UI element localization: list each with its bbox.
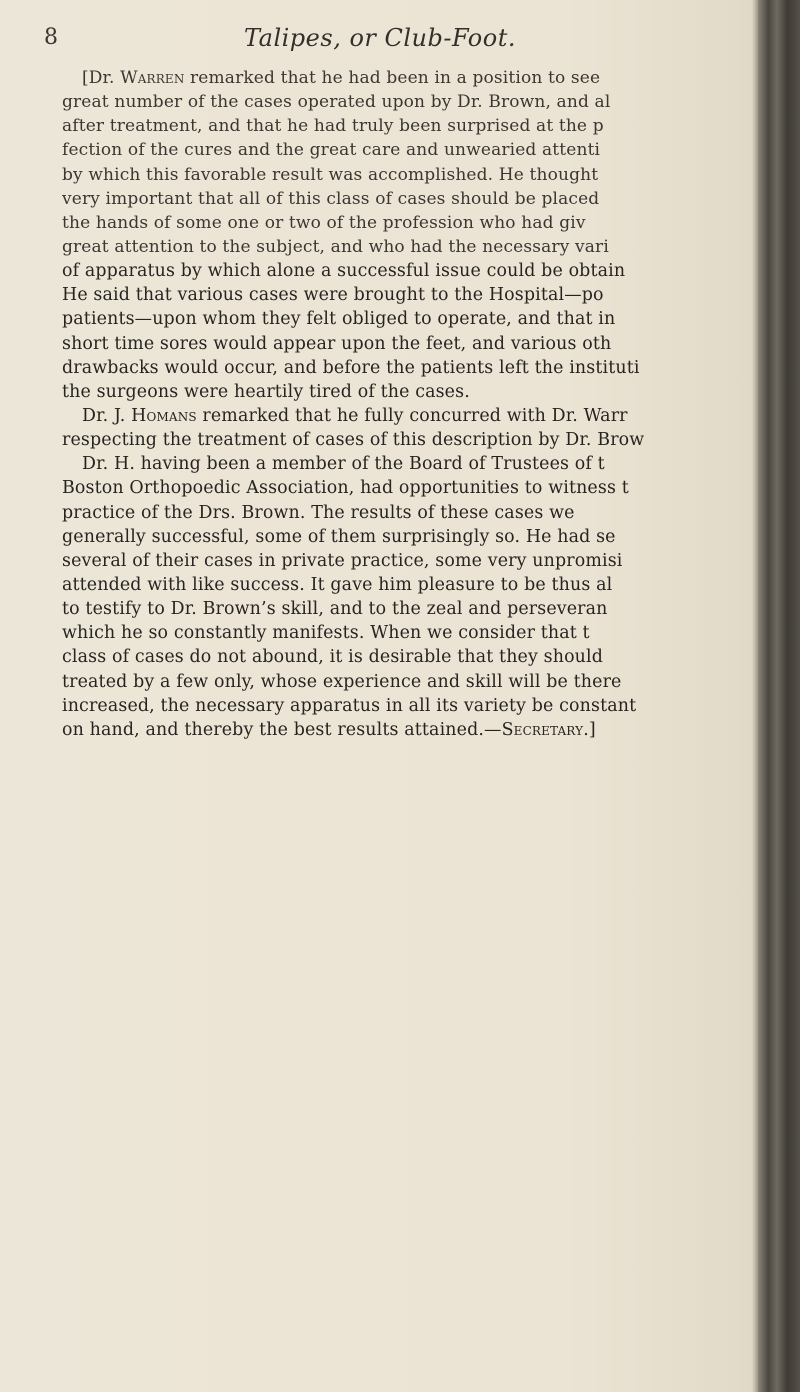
text-segment: the hands of some one or two of the profession who had giv <box>62 212 586 233</box>
text-line <box>62 452 752 476</box>
text-line <box>62 235 752 259</box>
binding-edge <box>758 0 800 1392</box>
text-segment: after treatment, and that he had truly been surprised at the p <box>62 116 604 137</box>
text-segment: to testify to Dr. Brown’s skill, and to the zeal and perseveran <box>62 599 608 620</box>
text-segment: great attention to the subject, and who had the necessary vari <box>62 236 609 257</box>
text-segment: patients—upon whom they felt obliged to operate, and that in <box>62 309 616 330</box>
text-line <box>62 597 752 621</box>
text-line <box>62 428 752 452</box>
text-segment: [Dr. <box>82 68 121 88</box>
text-segment: attended with like success. It gave him pleasure to be thus al <box>62 574 613 595</box>
text-line <box>62 307 752 331</box>
text-segment: Dr. H. having been a member of the Board of Trustees of t <box>82 454 605 475</box>
text-line <box>62 380 752 404</box>
text-line <box>62 90 752 114</box>
text-line <box>62 573 752 597</box>
text-line <box>62 259 752 283</box>
small-caps-name: Homans <box>131 405 197 426</box>
text-segment: Boston Orthopoedic Association, had opportunities to witness t <box>62 478 629 499</box>
text-segment: generally successful, some of them surprisingly so. He had se <box>62 526 616 547</box>
text-segment: great number of the cases operated upon by Dr. Brown, and al <box>62 92 611 113</box>
text-segment: the surgeons were heartily tired of the cases. <box>62 381 470 402</box>
text-segment: by which this favorable result was accomplished. He thought <box>62 164 599 185</box>
text-line <box>62 356 752 380</box>
page-title: Talipes, or Club-Foot. <box>244 24 516 52</box>
text-segment: respecting the treatment of cases of this description by Dr. Brow <box>62 430 645 451</box>
text-segment: of apparatus by which alone a successful issue could be obtain <box>62 261 626 282</box>
small-caps-name: Secretary <box>501 719 584 740</box>
body-text <box>62 66 752 742</box>
text-line <box>62 718 752 742</box>
text-segment: short time sores would appear upon the feet, and various oth <box>62 333 612 354</box>
text-line <box>62 670 752 694</box>
text-line <box>62 138 752 162</box>
text-segment: remarked that he fully concurred with Dr. Warr <box>196 405 628 426</box>
text-line <box>62 549 752 573</box>
text-segment: increased, the necessary apparatus in all its variety be constant <box>62 695 637 716</box>
text-segment: several of their cases in private practice, some very unpromisi <box>62 550 623 571</box>
text-line <box>62 525 752 549</box>
text-line <box>62 114 752 138</box>
text-segment: treated by a few only, whose experience and skill will be there <box>62 671 622 692</box>
text-line <box>62 283 752 307</box>
small-caps-name: Warren <box>120 68 185 88</box>
running-head <box>0 18 760 58</box>
text-line <box>62 332 752 356</box>
text-line <box>62 187 752 211</box>
text-segment: which he so constantly manifests. When we consider that t <box>62 623 590 644</box>
text-segment: drawbacks would occur, and before the patients left the instituti <box>62 357 640 378</box>
text-segment: very important that all of this class of cases should be placed <box>62 188 600 209</box>
page-number: 8 <box>44 25 58 50</box>
text-segment: He said that various cases were brought to the Hospital—po <box>62 285 604 306</box>
text-segment: remarked that he had been in a position to see <box>184 68 601 88</box>
text-line <box>62 404 752 428</box>
text-line <box>62 476 752 500</box>
text-line <box>62 501 752 525</box>
text-line <box>62 66 752 90</box>
text-segment: practice of the Drs. Brown. The results of these cases we <box>62 502 575 523</box>
text-line <box>62 621 752 645</box>
text-segment: Dr. J. <box>82 405 132 426</box>
text-line <box>62 645 752 669</box>
text-segment: .] <box>583 719 596 740</box>
text-line <box>62 694 752 718</box>
text-line <box>62 163 752 187</box>
text-segment: on hand, and thereby the best results attained.— <box>62 719 502 740</box>
text-segment: class of cases do not abound, it is desirable that they should <box>62 647 604 668</box>
text-segment: fection of the cures and the great care and unwearied attenti <box>62 140 601 161</box>
text-line <box>62 211 752 235</box>
